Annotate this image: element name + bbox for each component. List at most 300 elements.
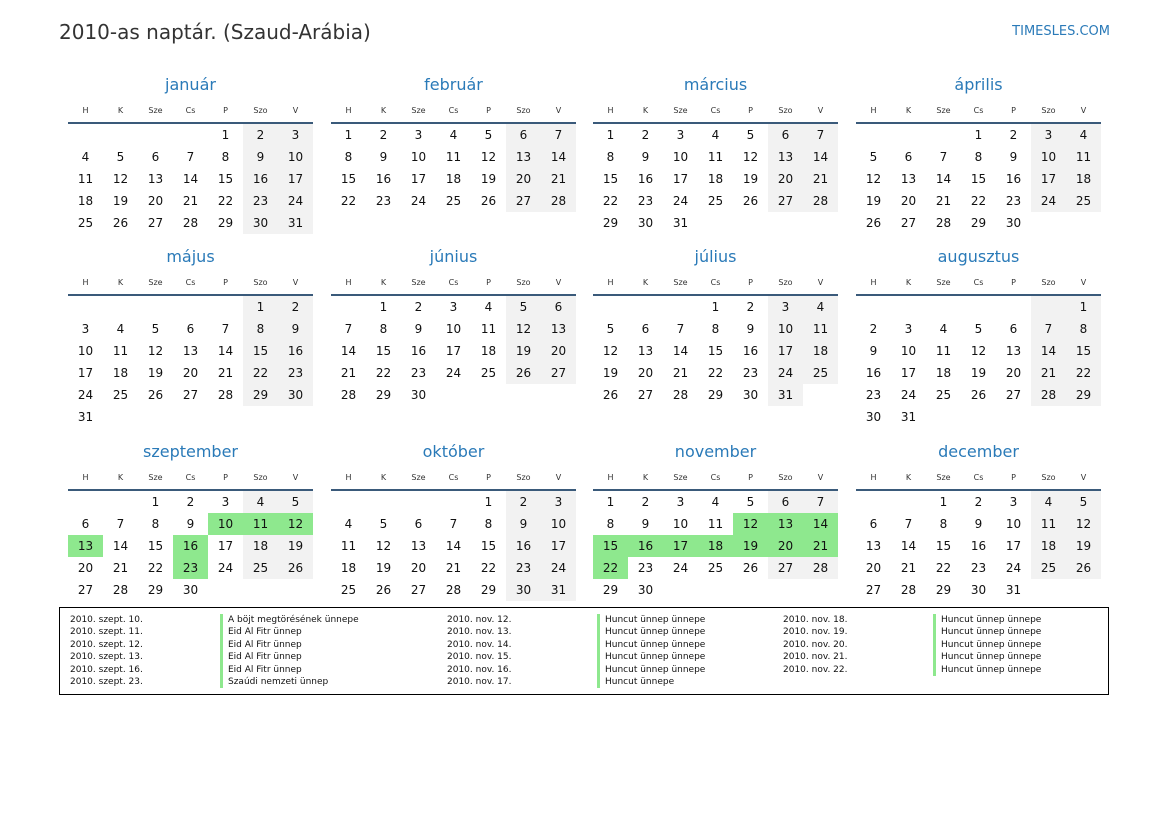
day-cell: 13 (865, 539, 882, 553)
day-cell: 31 (77, 410, 94, 424)
holiday-entry (783, 614, 1041, 626)
week-row (68, 212, 313, 234)
day-cell: 29 (707, 388, 724, 402)
month-1 (331, 72, 576, 212)
day-cell: 6 (186, 322, 195, 336)
week-row (593, 190, 838, 212)
day-cell: 24 (672, 194, 689, 208)
day-cell: 18 (77, 194, 94, 208)
weekday-label: P (748, 105, 753, 115)
day-cell: 27 (768, 190, 803, 212)
day-cell: 13 (506, 146, 541, 168)
day-cell: 4 (1031, 491, 1066, 513)
day-cell: 25 (480, 366, 497, 380)
week-row (331, 340, 576, 362)
day-cell: 27 (77, 583, 94, 597)
empty-cell (733, 212, 768, 234)
day-cell: 8 (939, 517, 948, 531)
day-cell: 14 (112, 539, 129, 553)
day-cell: 5 (151, 322, 160, 336)
week-row (593, 124, 838, 146)
week-row (331, 190, 576, 212)
weekday-label: Cs (973, 277, 984, 287)
day-cell: 5 (116, 150, 125, 164)
day-cell: 9 (414, 322, 423, 336)
day-cell: 19 (480, 172, 497, 186)
week-row (856, 362, 1101, 384)
holiday-day-cell: 12 (733, 513, 768, 535)
empty-cell (803, 212, 838, 234)
weekday-label: Sze (148, 472, 163, 482)
empty-cell (208, 579, 243, 601)
day-cell: 10 (445, 322, 462, 336)
day-cell: 12 (1066, 513, 1101, 535)
weekday-header (593, 465, 838, 491)
day-cell: 17 (672, 172, 689, 186)
day-cell: 26 (602, 388, 619, 402)
week-row (856, 406, 1101, 428)
week-row (856, 168, 1101, 190)
day-cell: 27 (541, 362, 576, 384)
day-cell: 11 (340, 539, 357, 553)
day-cell: 23 (278, 362, 313, 384)
day-cell: 3 (1009, 495, 1018, 509)
week-row (331, 535, 576, 557)
empty-cell (768, 212, 803, 234)
day-cell: 25 (935, 388, 952, 402)
weekday-label: H (870, 472, 877, 482)
week-row (856, 190, 1101, 212)
holiday-entry (447, 639, 705, 651)
weekday-label: Sze (936, 472, 951, 482)
day-cell: 15 (375, 344, 392, 358)
day-cell: 18 (112, 366, 129, 380)
month-11 (856, 439, 1101, 601)
weekday-header (856, 465, 1101, 491)
day-cell: 30 (182, 583, 199, 597)
empty-cell (926, 124, 961, 146)
week-row (68, 146, 313, 168)
day-cell: 24 (410, 194, 427, 208)
holiday-name: Eid Al Fitr ünnep (220, 639, 302, 651)
day-cell: 23 (410, 366, 427, 380)
weekday-header (593, 270, 838, 296)
day-cell: 22 (147, 561, 164, 575)
weekday-label: Cs (710, 277, 721, 287)
day-cell: 19 (1066, 535, 1101, 557)
day-cell: 26 (278, 557, 313, 579)
holiday-date: 2010. nov. 16. (447, 664, 512, 675)
holiday-name: Huncut ünnep ünnepe (597, 626, 705, 638)
holiday-date: 2010. nov. 12. (447, 615, 512, 625)
day-cell: 21 (112, 561, 129, 575)
week-row (331, 124, 576, 146)
day-cell: 18 (1031, 535, 1066, 557)
day-cell: 7 (676, 322, 685, 336)
day-cell: 29 (935, 583, 952, 597)
day-cell: 3 (676, 495, 685, 509)
day-cell: 8 (974, 150, 983, 164)
day-cell: 21 (900, 561, 917, 575)
day-cell: 25 (1031, 557, 1066, 579)
day-cell: 23 (637, 561, 654, 575)
weekday-label: Szo (1041, 472, 1056, 482)
empty-cell (1066, 212, 1101, 234)
day-cell: 20 (77, 561, 94, 575)
week-row (68, 340, 313, 362)
empty-cell (1031, 212, 1066, 234)
holiday-name: Eid Al Fitr ünnep (220, 626, 302, 638)
day-cell: 24 (278, 190, 313, 212)
holiday-date: 2010. nov. 15. (447, 652, 512, 663)
holiday-name: Huncut ünnep ünnepe (933, 651, 1041, 663)
day-cell: 26 (480, 194, 497, 208)
weekday-label: K (117, 472, 124, 482)
week-row (593, 513, 838, 535)
empty-cell (803, 579, 838, 601)
day-cell: 22 (340, 194, 357, 208)
day-cell: 22 (217, 194, 234, 208)
day-cell: 14 (340, 344, 357, 358)
day-cell: 8 (221, 150, 230, 164)
empty-cell (401, 491, 436, 513)
day-cell: 16 (410, 344, 427, 358)
holiday-day-cell: 18 (698, 535, 733, 557)
day-cell: 4 (711, 128, 720, 142)
month-7 (856, 244, 1101, 428)
weekday-label: H (345, 105, 352, 115)
weekday-label: H (345, 277, 352, 287)
holiday-date: 2010. nov. 17. (447, 676, 512, 687)
day-cell: 11 (707, 150, 724, 164)
empty-cell (506, 384, 541, 406)
day-cell: 29 (1066, 384, 1101, 406)
day-cell: 22 (602, 194, 619, 208)
holiday-name: Eid Al Fitr ünnep (220, 664, 302, 676)
day-cell: 7 (803, 124, 838, 146)
day-cell: 15 (243, 340, 278, 362)
weekday-label: Cs (448, 277, 459, 287)
day-cell: 10 (1005, 517, 1022, 531)
week-row (856, 340, 1101, 362)
day-cell: 11 (1031, 513, 1066, 535)
week-row (856, 212, 1101, 234)
empty-cell (628, 296, 663, 318)
empty-cell (436, 491, 471, 513)
weekday-label: H (82, 105, 89, 115)
week-row (593, 146, 838, 168)
holiday-entry (783, 626, 1041, 638)
week-row (593, 168, 838, 190)
empty-cell (541, 384, 576, 406)
day-cell: 12 (970, 344, 987, 358)
day-cell: 6 (151, 150, 160, 164)
day-cell: 24 (768, 362, 803, 384)
day-cell: 20 (541, 340, 576, 362)
day-cell: 8 (484, 517, 493, 531)
day-cell: 16 (865, 366, 882, 380)
holiday-entry (70, 639, 359, 651)
weekday-header (68, 465, 313, 491)
day-cell: 26 (865, 216, 882, 230)
day-cell: 5 (278, 491, 313, 513)
holiday-date: 2010. szept. 13. (70, 652, 143, 663)
day-cell: 4 (1066, 124, 1101, 146)
day-cell: 30 (637, 583, 654, 597)
day-cell: 3 (676, 128, 685, 142)
holiday-column (783, 614, 1041, 676)
day-cell: 8 (151, 517, 160, 531)
holiday-entry (70, 626, 359, 638)
day-cell: 15 (935, 539, 952, 553)
day-cell: 5 (506, 296, 541, 318)
empty-cell (856, 124, 891, 146)
day-cell: 13 (768, 146, 803, 168)
holiday-column (70, 614, 359, 688)
day-cell: 17 (768, 340, 803, 362)
day-cell: 26 (1066, 557, 1101, 579)
day-cell: 25 (1066, 190, 1101, 212)
week-row (331, 384, 576, 406)
weekday-label: P (486, 105, 491, 115)
empty-cell (103, 296, 138, 318)
day-cell: 17 (1005, 539, 1022, 553)
day-cell: 26 (375, 583, 392, 597)
day-cell: 21 (672, 366, 689, 380)
day-cell: 1 (484, 495, 493, 509)
holiday-entry (70, 664, 359, 676)
day-cell: 30 (1005, 216, 1022, 230)
week-row (331, 579, 576, 601)
day-cell: 29 (480, 583, 497, 597)
day-cell: 20 (637, 366, 654, 380)
day-cell: 23 (1005, 194, 1022, 208)
holiday-name: Huncut ünnepe (597, 676, 674, 688)
day-cell: 11 (112, 344, 129, 358)
empty-cell (173, 406, 208, 428)
day-cell: 28 (445, 583, 462, 597)
day-cell: 13 (147, 172, 164, 186)
empty-cell (68, 124, 103, 146)
month-5 (331, 244, 576, 406)
day-cell: 6 (904, 150, 913, 164)
day-cell: 27 (865, 583, 882, 597)
day-cell: 7 (803, 491, 838, 513)
day-cell: 23 (375, 194, 392, 208)
month-name: november (674, 442, 757, 461)
day-cell: 7 (221, 322, 230, 336)
day-cell: 7 (939, 150, 948, 164)
weekday-label: Sze (411, 277, 426, 287)
day-cell: 9 (186, 517, 195, 531)
week-row (331, 296, 576, 318)
week-row (856, 557, 1101, 579)
weekday-label: K (642, 277, 649, 287)
day-cell: 25 (77, 216, 94, 230)
day-cell: 22 (480, 561, 497, 575)
weekday-label: H (870, 277, 877, 287)
day-cell: 3 (768, 296, 803, 318)
month-10 (593, 439, 838, 601)
day-cell: 24 (900, 388, 917, 402)
day-cell: 25 (340, 583, 357, 597)
weekday-label: Sze (936, 277, 951, 287)
holiday-day-cell: 21 (803, 535, 838, 557)
week-row (68, 513, 313, 535)
day-cell: 28 (1031, 384, 1066, 406)
empty-cell (103, 124, 138, 146)
day-cell: 4 (803, 296, 838, 318)
weekday-label: Cs (185, 277, 196, 287)
day-cell: 10 (541, 513, 576, 535)
empty-cell (663, 296, 698, 318)
day-cell: 3 (414, 128, 423, 142)
day-cell: 5 (484, 128, 493, 142)
day-cell: 14 (672, 344, 689, 358)
day-cell: 30 (506, 579, 541, 601)
day-cell: 7 (116, 517, 125, 531)
day-cell: 30 (278, 384, 313, 406)
day-cell: 11 (935, 344, 952, 358)
day-cell: 21 (1031, 362, 1066, 384)
month-3 (856, 72, 1101, 234)
holiday-name: Huncut ünnep ünnepe (933, 626, 1041, 638)
day-cell: 21 (541, 168, 576, 190)
empty-cell (926, 406, 961, 428)
weekday-label: H (82, 277, 89, 287)
day-cell: 7 (904, 517, 913, 531)
weekday-label: Szo (778, 277, 793, 287)
day-cell: 17 (900, 366, 917, 380)
empty-cell (138, 124, 173, 146)
day-cell: 29 (217, 216, 234, 230)
week-row (593, 362, 838, 384)
weekday-label: Cs (448, 472, 459, 482)
day-cell: 25 (445, 194, 462, 208)
day-cell: 29 (243, 384, 278, 406)
week-row (856, 318, 1101, 340)
day-cell: 4 (449, 128, 458, 142)
day-cell: 30 (742, 388, 759, 402)
day-cell: 29 (602, 216, 619, 230)
week-row (856, 535, 1101, 557)
day-cell: 27 (182, 388, 199, 402)
holiday-entry (783, 664, 1041, 676)
weekday-label: Szo (253, 105, 268, 115)
weekday-label: Szo (1041, 105, 1056, 115)
month-0 (68, 72, 313, 234)
weekday-label: K (642, 105, 649, 115)
weekday-label: Cs (973, 472, 984, 482)
week-row (68, 579, 313, 601)
month-6 (593, 244, 838, 406)
weekday-label: H (607, 105, 614, 115)
day-cell: 16 (506, 535, 541, 557)
day-cell: 27 (147, 216, 164, 230)
day-cell: 10 (410, 150, 427, 164)
day-cell: 7 (1031, 318, 1066, 340)
day-cell: 7 (449, 517, 458, 531)
day-cell: 9 (641, 517, 650, 531)
day-cell: 1 (344, 128, 353, 142)
empty-cell (103, 491, 138, 513)
week-row (331, 168, 576, 190)
day-cell: 23 (970, 561, 987, 575)
day-cell: 15 (970, 172, 987, 186)
day-cell: 2 (1009, 128, 1018, 142)
day-cell: 20 (147, 194, 164, 208)
day-cell: 25 (112, 388, 129, 402)
day-cell: 15 (217, 172, 234, 186)
day-cell: 1 (243, 296, 278, 318)
day-cell: 7 (186, 150, 195, 164)
week-row (68, 318, 313, 340)
holiday-date: 2010. nov. 21. (783, 652, 848, 663)
day-cell: 12 (147, 344, 164, 358)
day-cell: 18 (445, 172, 462, 186)
weekday-label: P (223, 105, 228, 115)
day-cell: 29 (147, 583, 164, 597)
day-cell: 27 (506, 190, 541, 212)
holiday-entry (70, 614, 359, 626)
month-8 (68, 439, 313, 601)
day-cell: 22 (1066, 362, 1101, 384)
month-2 (593, 72, 838, 234)
empty-cell (926, 296, 961, 318)
week-row (331, 491, 576, 513)
weekday-label: P (1011, 105, 1016, 115)
empty-cell (1031, 406, 1066, 428)
empty-cell (278, 406, 313, 428)
day-cell: 25 (243, 557, 278, 579)
day-cell: 18 (340, 561, 357, 575)
empty-cell (331, 491, 366, 513)
day-cell: 13 (541, 318, 576, 340)
day-cell: 3 (81, 322, 90, 336)
week-row (68, 362, 313, 384)
day-cell: 15 (1066, 340, 1101, 362)
week-row (856, 146, 1101, 168)
day-cell: 15 (147, 539, 164, 553)
weekday-header (331, 465, 576, 491)
day-cell: 6 (641, 322, 650, 336)
site-link[interactable]: TIMESLES.COM (1012, 24, 1110, 39)
weekday-label: P (486, 277, 491, 287)
week-row (68, 406, 313, 428)
day-cell: 1 (711, 300, 720, 314)
day-cell: 14 (935, 172, 952, 186)
day-cell: 10 (278, 146, 313, 168)
week-row (593, 318, 838, 340)
day-cell: 2 (414, 300, 423, 314)
day-cell: 6 (1009, 322, 1018, 336)
day-cell: 25 (707, 194, 724, 208)
day-cell: 26 (742, 194, 759, 208)
day-cell: 10 (672, 150, 689, 164)
weekday-label: P (1011, 277, 1016, 287)
weekday-label: Sze (411, 105, 426, 115)
day-cell: 13 (182, 344, 199, 358)
day-cell: 23 (637, 194, 654, 208)
week-row (593, 296, 838, 318)
empty-cell (856, 296, 891, 318)
day-cell: 19 (742, 172, 759, 186)
day-cell: 12 (112, 172, 129, 186)
day-cell: 18 (243, 535, 278, 557)
day-cell: 23 (506, 557, 541, 579)
empty-cell (331, 296, 366, 318)
day-cell: 17 (217, 539, 234, 553)
